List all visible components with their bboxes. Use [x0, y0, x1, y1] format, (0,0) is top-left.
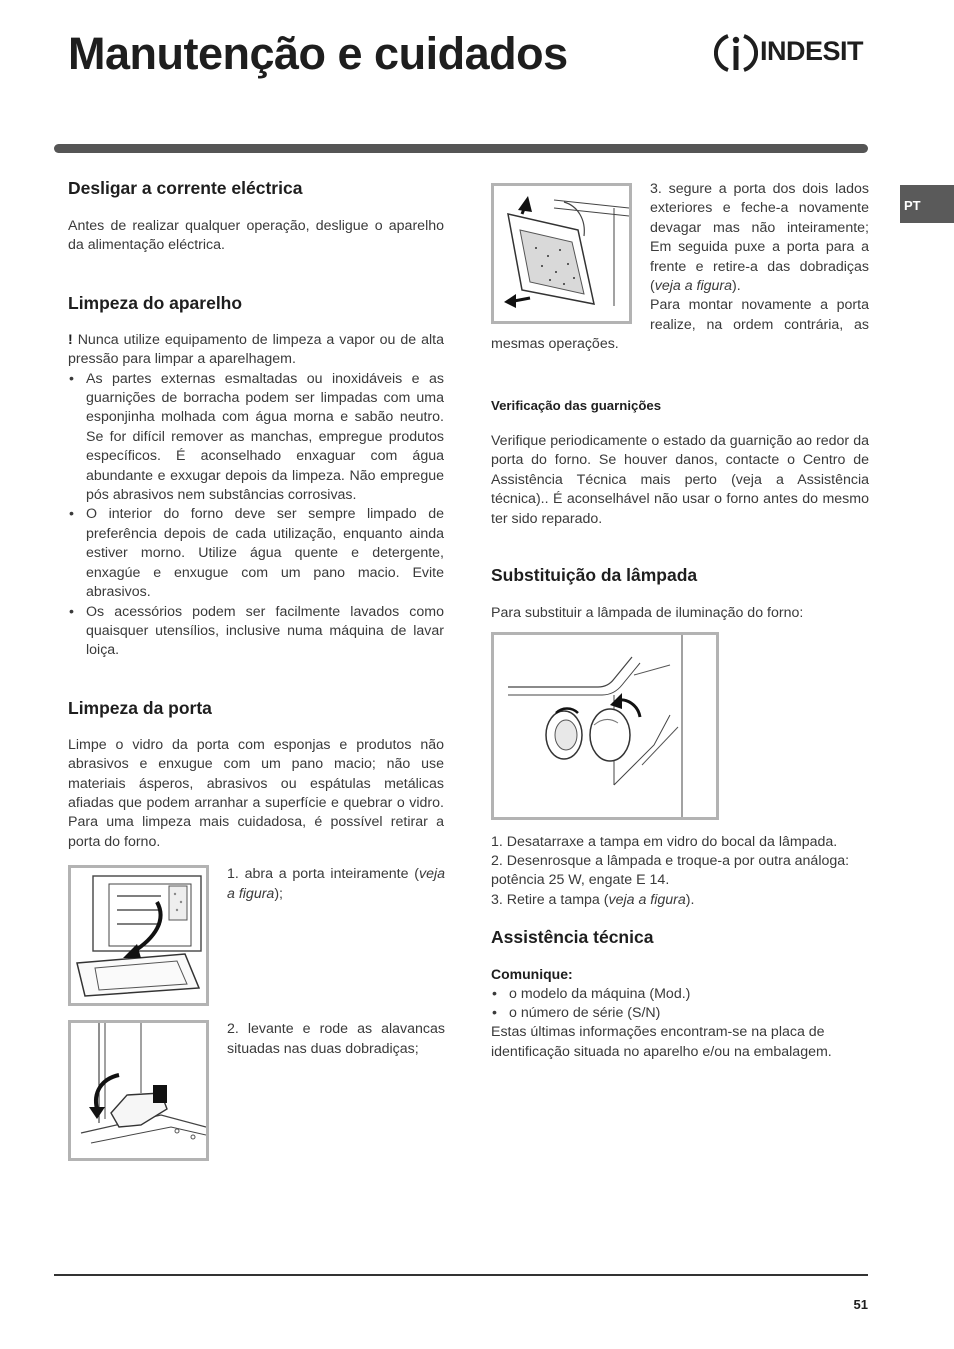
section-heading-cleaning: Limpeza do aparelho — [68, 292, 243, 313]
lamp-step1: 1. Desatarraxe a tampa em vidro do bocal da lâmpada. — [491, 833, 838, 850]
left-column — [68, 176, 444, 1161]
lamp-figure — [491, 632, 719, 820]
page-title: Manutenção e cuidados — [68, 28, 568, 79]
list-item: • o número de série (S/N) — [491, 1004, 869, 1023]
brand-logo — [714, 30, 870, 76]
door-text: Limpe o vidro da porta com esponjas e produtos não abrasivos e enxugue com um pano macio; não use materiais ásperos, abrasivos ou espátulas metálicas afiadas que podem arranhar a superfície e quebrar o vidro. Para uma limpeza mais cuidadosa, é possível retirar a porta do forno. — [68, 736, 444, 850]
step1-caption: 1. abra a porta inteiramente (veja a figura); — [227, 866, 445, 902]
section-heading-assistance: Assistência técnica — [491, 927, 654, 948]
step3-text: 3. segure a porta dos dois lados exteriores e feche-a novamente devagar mas não inteiramente; Em seguida puxe a porta para a frente e retire-a das dobradiças (veja a figura). — [650, 181, 869, 295]
step3-block — [491, 180, 869, 355]
warning-mark: ! — [68, 331, 73, 348]
cleaning-list — [68, 370, 444, 661]
power-text: Antes de realizar qualquer operação, desligue o aparelho da alimentação eléctrica. — [68, 218, 444, 254]
footer-divider — [54, 1274, 868, 1276]
page-number: 51 — [853, 1297, 868, 1312]
header-divider — [54, 144, 868, 153]
door-removal-figure — [491, 183, 632, 324]
lamp-intro: Para substituir a lâmpada de iluminação do forno: — [491, 605, 804, 622]
lamp-step3: 3. Retire a tampa (veja a figura). — [491, 891, 695, 908]
assistance-list — [491, 985, 869, 1024]
cleaning-warning — [68, 331, 444, 370]
seals-text: Verifique periodicamente o estado da guarnição ao redor da porta do forno. Se houver danos, contacte o Centro de Assistência Técnica mais perto (veja a Assistência técnica).. É aconselhável não usar o forno antes do mesmo ter sido reparado. — [491, 433, 869, 527]
step2-block — [68, 1020, 444, 1161]
list-item: • As partes externas esmaltadas ou inoxidáveis e as guarnições de borracha podem ser limpadas com uma esponjinha molhada com água morna e sabão neutro. Se for difícil remover as manchas, empregue produtos específicos. É aconselhado enxaguar com água abundante e exxugar depois da limpeza. Não empregue pós abrasivos nem substâncias corrosivas. — [68, 370, 444, 506]
oven-door-open-figure — [68, 865, 209, 1006]
language-tab: PT — [900, 185, 954, 223]
section-heading-lamp: Substituição da lâmpada — [491, 565, 698, 586]
step3-reassembly: Para montar novamente a porta realize, na ordem contrária, as mesmas operações. — [491, 297, 869, 353]
step1-block — [68, 865, 444, 1006]
right-column — [491, 176, 869, 1062]
brand-name: INDESIT — [760, 36, 864, 66]
list-item: • O interior do forno deve ser sempre limpado de preferência depois de cada utilização, enquanto ainda estiver morno. Utilize água quente e detergente, enxagúe e enxugue com um pano macio. Evite abrasivos. — [68, 505, 444, 602]
section-heading-door: Limpeza da porta — [68, 697, 212, 718]
list-item: • o modelo da máquina (Mod.) — [491, 985, 869, 1004]
door-hinge-figure — [68, 1020, 209, 1161]
assistance-subheading: Comunique: — [491, 966, 573, 983]
lamp-step2: 2. Desenrosque a lâmpada e troque-a por outra análoga: potência 25 W, engate E 14. — [491, 852, 850, 889]
step2-caption: 2. levante e rode as alavancas situadas nas duas dobradiças; — [227, 1021, 445, 1057]
indesit-logo-icon — [714, 30, 758, 76]
assistance-text: Estas últimas informações encontram-se na placa de identificação situada no aparelho e/ou na embalagem. — [491, 1024, 832, 1060]
seals-heading: Verificação das guarnições — [491, 397, 662, 413]
list-item: • Os acessórios podem ser facilmente lavados como quaisquer utensílios, inclusive numa máquina de lavar loiça. — [68, 603, 444, 661]
section-heading-power: Desligar a corrente eléctrica — [68, 178, 303, 198]
warning-text: Nunca utilize equipamento de limpeza a vapor ou de alta pressão para limpar a aparelhagem. — [68, 331, 444, 368]
